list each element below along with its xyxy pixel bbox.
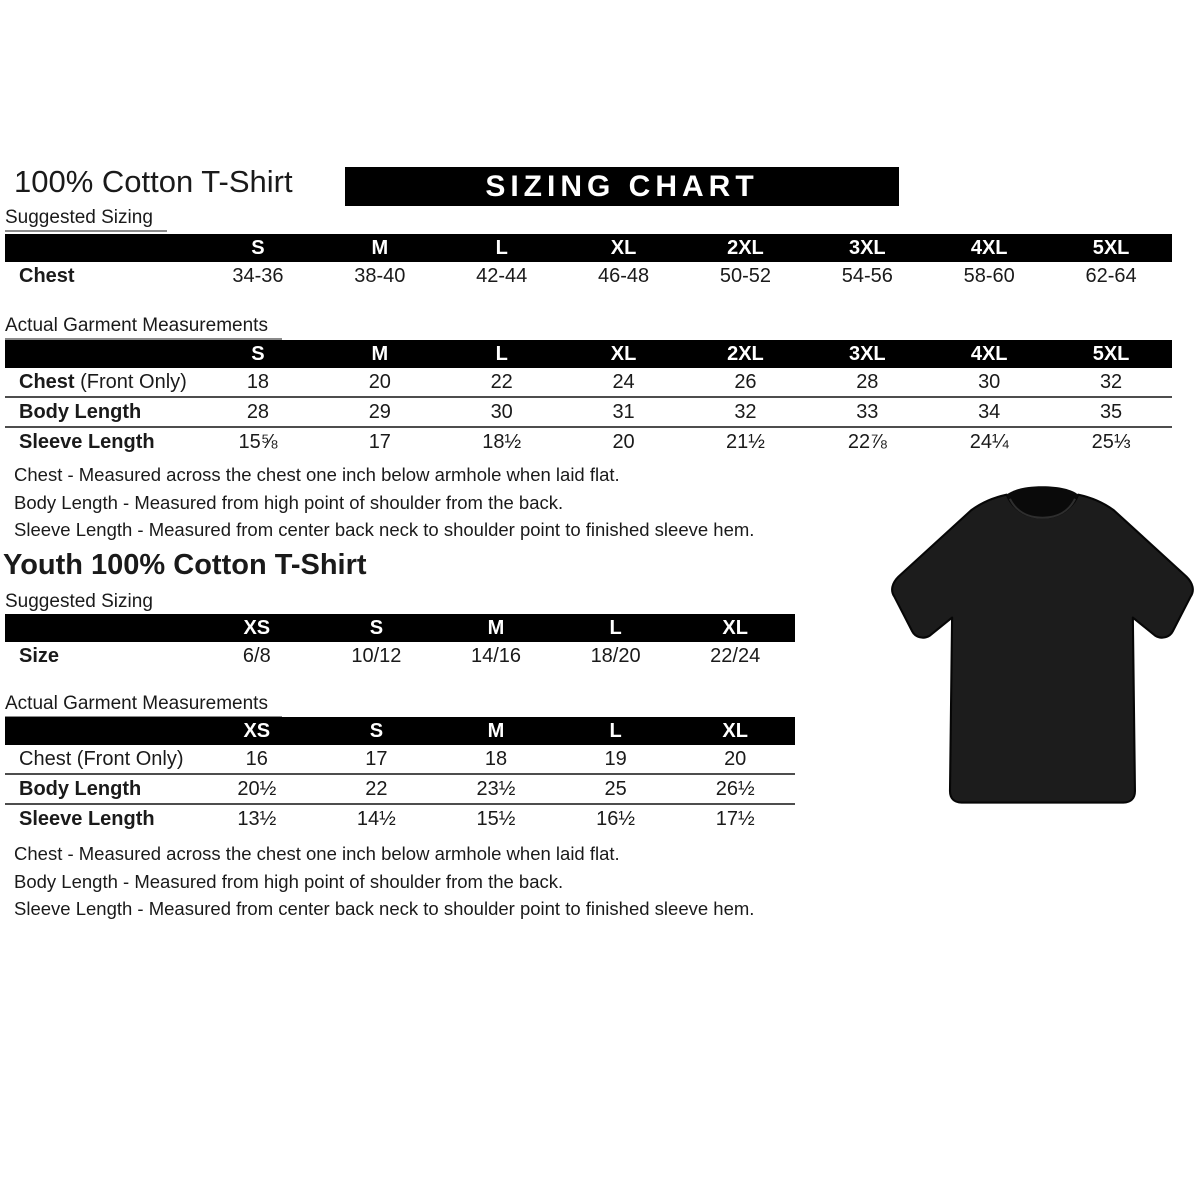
measurement-note: Body Length - Measured from high point of shoulder from the back. xyxy=(14,870,564,892)
size-column-header: L xyxy=(609,719,622,742)
measurement-value: 24 xyxy=(612,370,635,393)
measurement-value: 17 xyxy=(368,430,391,453)
size-column-header: 5XL xyxy=(1092,236,1130,259)
measurement-value: 22/24 xyxy=(710,644,761,667)
table-header-row xyxy=(5,717,795,745)
size-column-header: S xyxy=(251,236,265,259)
measurement-value: 34-36 xyxy=(232,264,284,287)
measurement-value: 26 xyxy=(734,370,757,393)
size-column-header: XS xyxy=(243,719,271,742)
size-column-header: L xyxy=(495,342,508,365)
measurement-value: 13½ xyxy=(237,807,277,830)
size-column-header: S xyxy=(369,719,384,742)
measurement-value: 15½ xyxy=(476,807,516,830)
measurement-value: 22⅞ xyxy=(847,430,887,453)
size-column-header: XL xyxy=(610,236,637,259)
size-column-header: M xyxy=(487,616,505,639)
measurement-value: 42-44 xyxy=(476,264,528,287)
measurement-value: 58-60 xyxy=(963,264,1015,287)
row-label: Sleeve Length xyxy=(19,430,155,453)
measurement-value: 54-56 xyxy=(841,264,893,287)
youth-actual-measurements-table xyxy=(5,717,795,833)
measurement-value: 18 xyxy=(484,747,508,770)
table-row xyxy=(5,745,795,775)
row-label: Chest xyxy=(19,264,75,287)
measurement-note: Chest - Measured across the chest one inch below armhole when laid flat. xyxy=(14,464,620,485)
size-column-header: L xyxy=(495,236,508,259)
youth-measurement-notes xyxy=(14,840,754,923)
adult-suggested-sizing-table xyxy=(5,234,1172,290)
row-label: Body Length xyxy=(19,400,142,423)
table-header-row xyxy=(5,340,1172,368)
size-column-header: XL xyxy=(722,719,748,742)
measurement-value: 62-64 xyxy=(1085,264,1137,287)
page-title: 100% Cotton T-Shirt xyxy=(14,164,293,199)
size-column-header: S xyxy=(251,342,265,365)
measurement-value: 46-48 xyxy=(597,264,650,287)
size-column-header: 3XL xyxy=(848,236,886,259)
measurement-value: 17 xyxy=(365,747,388,770)
measurement-value: 29 xyxy=(368,400,391,423)
measurement-value: 10/12 xyxy=(351,644,402,667)
measurement-value: 15⅝ xyxy=(238,430,278,453)
measurement-value: 34 xyxy=(978,400,1001,423)
table-row xyxy=(5,368,1172,398)
youth-section-title: Youth 100% Cotton T-Shirt xyxy=(3,549,367,581)
youth-actual-measurements-label: Actual Garment Measurements xyxy=(5,693,282,718)
measurement-value: 17½ xyxy=(715,807,755,830)
table-row xyxy=(5,805,795,833)
measurement-note: Sleeve Length - Measured from center back neck to shoulder point to finished sleeve hem. xyxy=(14,898,755,919)
table-header-row xyxy=(5,234,1172,262)
sizing-chart-banner-text: SIZING CHART xyxy=(485,169,759,203)
table-row xyxy=(5,775,795,805)
measurement-value: 38-40 xyxy=(354,264,406,287)
row-label: Sleeve Length xyxy=(19,807,155,830)
measurement-value: 24¼ xyxy=(969,430,1009,453)
size-column-header: 2XL xyxy=(727,236,764,259)
size-column-header: S xyxy=(369,616,384,639)
measurement-value: 16 xyxy=(245,747,268,770)
measurement-value: 18/20 xyxy=(590,644,641,667)
size-column-header: 3XL xyxy=(848,342,886,365)
measurement-value: 26½ xyxy=(715,777,755,800)
table-header-row xyxy=(5,614,795,642)
measurement-value: 32 xyxy=(1099,370,1123,393)
table-row xyxy=(5,428,1172,456)
measurement-value: 32 xyxy=(734,400,757,423)
measurement-value: 20½ xyxy=(237,777,277,800)
tshirt-product-image xyxy=(888,486,1198,808)
size-column-header: 4XL xyxy=(970,342,1008,365)
table-row xyxy=(5,398,1172,428)
measurement-value: 20 xyxy=(612,430,635,453)
table-row xyxy=(5,642,795,670)
row-label: Body Length xyxy=(19,777,142,800)
size-column-header: M xyxy=(371,342,389,365)
measurement-value: 30 xyxy=(978,370,1001,393)
measurement-value: 14½ xyxy=(356,807,396,830)
measurement-value: 20 xyxy=(368,370,391,393)
tshirt-body xyxy=(892,495,1193,803)
measurement-value: 14/16 xyxy=(470,644,522,667)
measurement-value: 18 xyxy=(246,370,270,393)
adult-suggested-sizing-label: Suggested Sizing xyxy=(5,207,167,232)
adult-actual-measurements-label: Actual Garment Measurements xyxy=(5,315,282,340)
row-label: Size xyxy=(19,644,60,667)
measurement-value: 6/8 xyxy=(242,644,271,667)
size-column-header: 4XL xyxy=(970,236,1008,259)
measurement-value: 28 xyxy=(856,370,879,393)
size-column-header: 2XL xyxy=(727,342,764,365)
size-column-header: XL xyxy=(610,342,637,365)
measurement-value: 31 xyxy=(612,400,635,423)
youth-suggested-sizing-label: Suggested Sizing xyxy=(5,591,167,616)
measurement-value: 25⅓ xyxy=(1091,430,1131,453)
table-row xyxy=(5,262,1172,290)
youth-suggested-sizing-table xyxy=(5,614,795,670)
measurement-value: 33 xyxy=(856,400,879,423)
measurement-value: 22 xyxy=(365,777,388,800)
row-label: Chest (Front Only) xyxy=(19,747,184,770)
measurement-value: 23½ xyxy=(476,777,516,800)
measurement-value: 25 xyxy=(604,777,627,800)
size-column-header: XL xyxy=(722,616,748,639)
sizing-chart-banner xyxy=(345,167,899,206)
measurement-value: 50-52 xyxy=(719,264,772,287)
measurement-note: Chest - Measured across the chest one inch below armhole when laid flat. xyxy=(14,843,620,864)
measurement-value: 35 xyxy=(1099,400,1123,423)
measurement-value: 18½ xyxy=(482,430,522,453)
adult-measurement-notes xyxy=(14,461,754,544)
measurement-note: Sleeve Length - Measured from center back neck to shoulder point to finished sleeve hem. xyxy=(14,519,755,540)
measurement-value: 28 xyxy=(246,400,270,423)
size-column-header: M xyxy=(371,236,389,259)
tshirt-icon xyxy=(888,486,1198,808)
size-column-header: L xyxy=(609,616,622,639)
size-column-header: M xyxy=(487,719,505,742)
adult-actual-measurements-table xyxy=(5,340,1172,456)
row-label: Chest (Front Only) xyxy=(19,370,187,393)
size-column-header: XS xyxy=(243,616,271,639)
measurement-value: 16½ xyxy=(596,807,636,830)
measurement-value: 20 xyxy=(724,747,747,770)
measurement-value: 30 xyxy=(490,400,513,423)
measurement-value: 21½ xyxy=(725,430,765,453)
size-column-header: 5XL xyxy=(1092,342,1130,365)
measurement-value: 22 xyxy=(490,370,513,393)
measurement-value: 19 xyxy=(604,747,627,770)
measurement-note: Body Length - Measured from high point of shoulder from the back. xyxy=(14,491,564,513)
